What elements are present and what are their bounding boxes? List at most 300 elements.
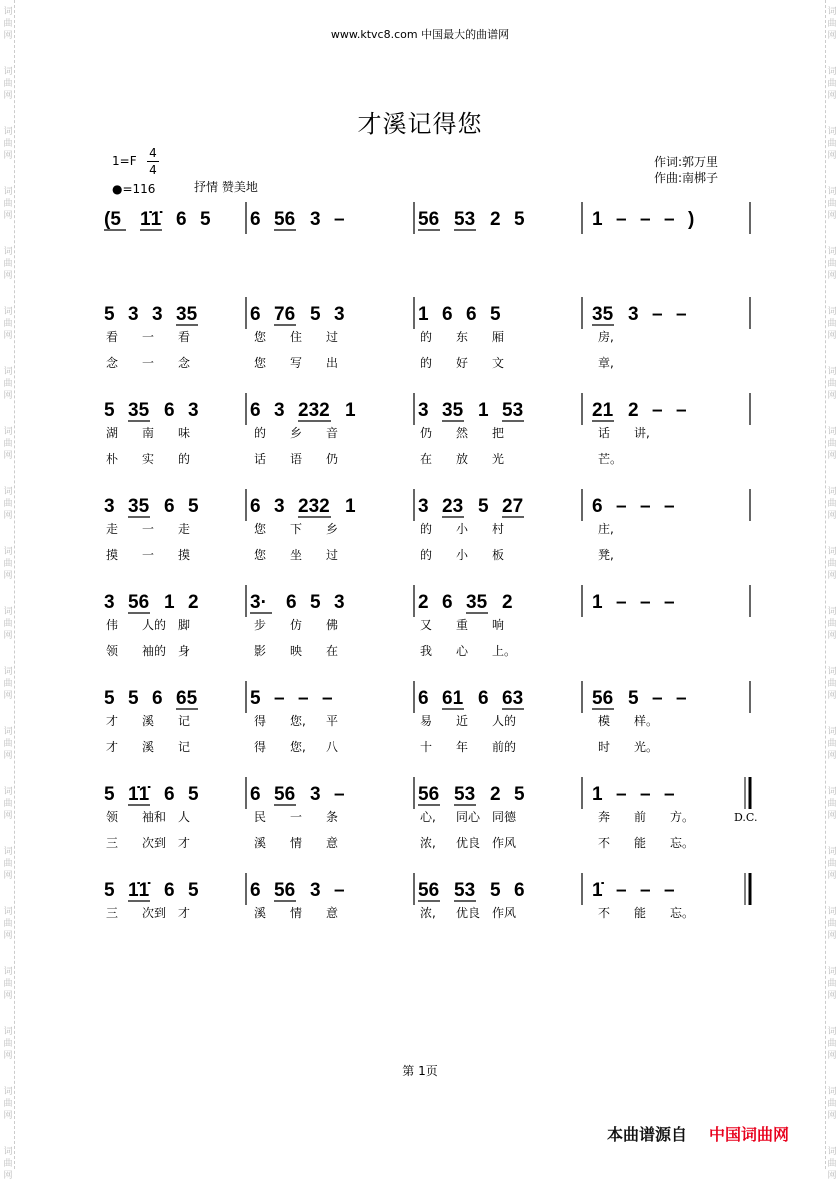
page-number: 第 1页 xyxy=(402,1064,438,1078)
note: 56 xyxy=(274,209,296,230)
watermark-text: 词 曲 网 xyxy=(827,1147,837,1181)
lyric-syllable: 优良 xyxy=(456,906,481,920)
lyric-syllable: 厢 xyxy=(492,330,505,344)
lyric-syllable: 文 xyxy=(492,356,505,370)
lyric-syllable: 乡 xyxy=(326,522,339,536)
note: 3 xyxy=(418,496,429,517)
da-capo-mark: D.C. xyxy=(734,811,758,824)
note: 6 xyxy=(250,880,261,901)
lyric-syllable: 映 xyxy=(290,644,303,658)
note: 1 xyxy=(592,784,603,805)
note: 27 xyxy=(502,496,524,517)
note: 3 xyxy=(418,400,429,421)
note: 5 xyxy=(628,688,639,709)
note: 1 xyxy=(345,400,356,421)
note: – xyxy=(640,784,651,805)
watermark-text: 词 曲 网 xyxy=(827,1087,837,1121)
lyric-syllable: 忘。 xyxy=(670,906,695,920)
lyric-syllable: 意 xyxy=(326,906,339,920)
note: 3 xyxy=(628,304,639,325)
lyric-syllable: 的 xyxy=(420,356,433,370)
lyric-syllable: 情 xyxy=(290,836,303,850)
note: 3 xyxy=(152,304,163,325)
note: 35 xyxy=(592,304,614,325)
note-icon: ● xyxy=(112,182,123,196)
lyric-syllable: 的 xyxy=(420,522,433,536)
note: 5 xyxy=(250,688,261,709)
lyric-syllable: 领 xyxy=(106,644,119,658)
watermark-text: 词 曲 网 xyxy=(3,1147,13,1181)
note: (5 xyxy=(104,209,121,230)
lyric-syllable: 的 xyxy=(420,330,433,344)
lyric-syllable: 前 xyxy=(634,810,647,824)
note: 5 xyxy=(490,880,501,901)
note: – xyxy=(334,880,345,901)
lyric-syllable: 看 xyxy=(178,330,191,344)
source-credit xyxy=(607,1122,789,1145)
note: 53 xyxy=(454,209,476,230)
lyric-syllable: 一 xyxy=(142,522,155,536)
note: – xyxy=(640,496,651,517)
watermark-text: 词 曲 网 xyxy=(3,607,13,641)
watermark-text: 词 曲 网 xyxy=(3,427,13,461)
note: 3 xyxy=(310,784,321,805)
lyric-syllable: 身 xyxy=(178,644,191,658)
note: 6 xyxy=(250,496,261,517)
note: – xyxy=(640,592,651,613)
lyric-syllable: 板 xyxy=(492,548,505,562)
note: – xyxy=(334,209,345,230)
lyric-syllable: 溪 xyxy=(142,714,155,728)
note: 6 xyxy=(152,688,163,709)
lyric-syllable: 平 xyxy=(326,714,339,728)
lyric-syllable: 东 xyxy=(456,330,469,344)
lyric-syllable: 然 xyxy=(456,426,469,440)
lyric-syllable: 讲, xyxy=(634,426,650,440)
time-signature-bottom: 4 xyxy=(149,163,157,177)
note: 1 xyxy=(592,209,603,230)
note: 6 xyxy=(466,304,477,325)
lyric-syllable: 奔 xyxy=(598,810,611,824)
lyric-syllable: 的 xyxy=(420,548,433,562)
watermark-text: 词 曲 网 xyxy=(3,547,13,581)
note: – xyxy=(676,400,687,421)
note: 5 xyxy=(310,592,321,613)
lyric-syllable: 您, xyxy=(290,740,306,754)
note: 2 xyxy=(502,592,513,613)
note: – xyxy=(616,496,627,517)
note: 6 xyxy=(250,209,261,230)
source-label: 本曲谱源自 xyxy=(607,1125,688,1144)
lyric-syllable: 忘。 xyxy=(670,836,695,850)
lyric-syllable: 实 xyxy=(142,452,155,466)
note: – xyxy=(664,592,675,613)
lyric-syllable: 您 xyxy=(254,548,267,562)
note: 5 xyxy=(188,496,199,517)
lyric-syllable: 您 xyxy=(254,356,267,370)
note: 5 xyxy=(310,304,321,325)
lyric-syllable: 能 xyxy=(634,906,647,920)
note: 1 xyxy=(345,496,356,517)
lyric-syllable: 记 xyxy=(178,740,191,754)
lyric-syllable: 才 xyxy=(106,714,119,728)
note: 53 xyxy=(454,880,476,901)
lyric-syllable: 情 xyxy=(290,906,303,920)
lyric-syllable: 话 xyxy=(598,426,611,440)
note: – xyxy=(676,688,687,709)
note: 1 xyxy=(418,304,429,325)
lyric-syllable: 同心 xyxy=(456,810,481,824)
watermark-text: 词 曲 网 xyxy=(827,727,837,761)
lyric-syllable: 光 xyxy=(492,452,505,466)
note: 35 xyxy=(128,400,150,421)
lyric-syllable: 袖和 xyxy=(142,810,167,824)
watermark-text: 词 曲 网 xyxy=(827,187,837,221)
note: – xyxy=(334,784,345,805)
note: 35 xyxy=(128,496,150,517)
lyric-syllable: 念 xyxy=(178,356,191,370)
watermark-text: 词 曲 网 xyxy=(827,487,837,521)
lyric-syllable: 优良 xyxy=(456,836,481,850)
lyric-syllable: 凳, xyxy=(598,548,614,562)
lyric-syllable: 一 xyxy=(142,548,155,562)
lyric-syllable: 仿 xyxy=(290,618,303,632)
lyric-syllable: 的 xyxy=(254,426,267,440)
lyric-syllable: 模 xyxy=(598,714,611,728)
lyric-syllable: 影 xyxy=(254,644,267,658)
watermark-text: 词 曲 网 xyxy=(827,547,837,581)
watermark-text: 词 曲 网 xyxy=(3,7,13,41)
note: – xyxy=(652,688,663,709)
note: 56 xyxy=(592,688,614,709)
note: 5 xyxy=(490,304,501,325)
watermark-text: 词 曲 网 xyxy=(3,727,13,761)
note: 1̇ xyxy=(592,880,603,901)
watermark-text: 词 曲 网 xyxy=(827,67,837,101)
lyric-syllable: 朴 xyxy=(106,452,119,466)
note: 232 xyxy=(298,400,330,421)
lyric-syllable: 意 xyxy=(326,836,339,850)
note: 35 xyxy=(442,400,464,421)
watermark-text: 词 曲 网 xyxy=(827,307,837,341)
note: 5 xyxy=(104,304,115,325)
lyric-syllable: 好 xyxy=(456,356,469,370)
note: 53 xyxy=(454,784,476,805)
lyric-syllable: 样。 xyxy=(634,714,659,728)
note: – xyxy=(652,304,663,325)
watermark-text: 词 曲 网 xyxy=(3,487,13,521)
lyric-syllable: 条 xyxy=(326,810,339,824)
lyric-syllable: 浓, xyxy=(420,836,436,850)
watermark-text: 词 曲 网 xyxy=(827,907,837,941)
note: – xyxy=(298,688,309,709)
lyric-syllable: 走 xyxy=(106,522,119,536)
lyric-syllable: 心, xyxy=(420,810,436,824)
note: 1̇1̇ xyxy=(128,784,150,805)
note: – xyxy=(676,304,687,325)
lyric-syllable: 民 xyxy=(254,810,267,824)
note: 2 xyxy=(628,400,639,421)
lyric-syllable: 易 xyxy=(420,714,433,728)
note: 3 xyxy=(188,400,199,421)
lyric-syllable: 袖的 xyxy=(142,644,167,658)
lyric-syllable: 作风 xyxy=(492,836,517,850)
key-signature: 1=F xyxy=(112,154,137,168)
lyric-syllable: 浓, xyxy=(420,906,436,920)
note: 5 xyxy=(104,880,115,901)
lyric-syllable: 下 xyxy=(290,522,303,536)
lyricist-credit: 作词:郭万里 xyxy=(654,155,719,169)
lyric-syllable: 住 xyxy=(290,330,303,344)
lyric-syllable: 仍 xyxy=(420,426,433,440)
lyric-syllable: 近 xyxy=(456,714,469,728)
note: 5 xyxy=(104,784,115,805)
lyric-syllable: 领 xyxy=(106,810,119,824)
note: 6 xyxy=(418,688,429,709)
lyric-syllable: 话 xyxy=(254,452,267,466)
lyric-syllable: 庄, xyxy=(598,522,614,536)
lyric-syllable: 坐 xyxy=(290,548,303,562)
watermark-text: 词 曲 网 xyxy=(827,127,837,161)
note: 56 xyxy=(418,784,440,805)
lyric-syllable: 作风 xyxy=(492,906,517,920)
note: 23 xyxy=(442,496,464,517)
lyric-syllable: 一 xyxy=(142,356,155,370)
note: – xyxy=(274,688,285,709)
time-signature-top: 4 xyxy=(149,146,157,160)
lyric-syllable: 一 xyxy=(142,330,155,344)
lyric-syllable: 记 xyxy=(178,714,191,728)
note: 6 xyxy=(478,688,489,709)
note: – xyxy=(652,400,663,421)
note: 1 xyxy=(592,592,603,613)
lyric-syllable: 八 xyxy=(326,740,339,754)
lyric-syllable: 仍 xyxy=(326,452,339,466)
lyric-syllable: 光。 xyxy=(634,740,659,754)
note: 56 xyxy=(418,209,440,230)
lyric-syllable: 前的 xyxy=(492,740,517,754)
note: 3 xyxy=(334,304,345,325)
lyric-syllable: 才 xyxy=(178,836,191,850)
note: 6 xyxy=(164,400,175,421)
lyric-syllable: 一 xyxy=(290,810,303,824)
note: 76 xyxy=(274,304,296,325)
note: 56 xyxy=(274,880,296,901)
note: 3 xyxy=(334,592,345,613)
note: 65 xyxy=(176,688,198,709)
watermark-text: 词 曲 网 xyxy=(827,967,837,1001)
note: 6 xyxy=(592,496,603,517)
watermark-text: 词 曲 网 xyxy=(827,7,837,41)
lyric-syllable: 伟 xyxy=(106,618,119,632)
watermark-text: 词 曲 网 xyxy=(3,127,13,161)
lyric-syllable: 人的 xyxy=(492,714,517,728)
note: 56 xyxy=(274,784,296,805)
note: – xyxy=(616,880,627,901)
note: 3 xyxy=(310,880,321,901)
note: 5 xyxy=(514,784,525,805)
source-site-link[interactable]: 中国词曲网 xyxy=(709,1125,790,1144)
lyric-syllable: 过 xyxy=(326,548,339,562)
lyric-syllable: 能 xyxy=(634,836,647,850)
note: 1 xyxy=(164,592,175,613)
note: – xyxy=(616,784,627,805)
note: 1̇1̇ xyxy=(140,209,162,230)
note: 6 xyxy=(286,592,297,613)
lyric-syllable: 又 xyxy=(420,618,433,632)
lyric-syllable: 重 xyxy=(456,618,469,632)
watermark-text: 词 曲 网 xyxy=(827,607,837,641)
lyric-syllable: 心 xyxy=(456,644,469,658)
lyric-syllable: 人 xyxy=(178,810,191,824)
lyric-syllable: 味 xyxy=(178,426,191,440)
lyric-syllable: 脚 xyxy=(178,618,191,632)
note: 6 xyxy=(164,784,175,805)
watermark-text: 词 曲 网 xyxy=(827,247,837,281)
note: – xyxy=(664,784,675,805)
lyric-syllable: 写 xyxy=(290,356,303,370)
note: – xyxy=(664,880,675,901)
lyric-syllable: 次到 xyxy=(142,906,167,920)
lyric-syllable: 方。 xyxy=(670,810,695,824)
watermark-text: 词 曲 网 xyxy=(3,967,13,1001)
watermark-text: 词 曲 网 xyxy=(3,67,13,101)
watermark-text: 词 曲 网 xyxy=(3,1027,13,1061)
note: 6 xyxy=(250,784,261,805)
lyric-syllable: 才 xyxy=(178,906,191,920)
note: 5 xyxy=(200,209,211,230)
lyric-syllable: 章, xyxy=(598,356,614,370)
lyric-syllable: 音 xyxy=(326,426,339,440)
lyric-syllable: 摸 xyxy=(178,548,191,562)
site-header: www.ktvc8.com 中国最大的曲谱网 xyxy=(330,28,510,41)
note: 232 xyxy=(298,496,330,517)
note: 56 xyxy=(418,880,440,901)
lyric-syllable: 上。 xyxy=(492,644,517,658)
note: 6 xyxy=(164,880,175,901)
lyric-syllable: 得 xyxy=(254,740,267,754)
note: 3 xyxy=(128,304,139,325)
lyric-syllable: 三 xyxy=(106,906,119,920)
lyric-syllable: 时 xyxy=(598,740,611,754)
lyric-syllable: 把 xyxy=(492,426,505,440)
watermark-text: 词 曲 网 xyxy=(3,907,13,941)
lyric-syllable: 村 xyxy=(492,522,505,536)
note: 5 xyxy=(104,688,115,709)
note: – xyxy=(664,209,675,230)
lyric-syllable: 得 xyxy=(254,714,267,728)
lyric-syllable: 不 xyxy=(598,836,611,850)
note: 35 xyxy=(466,592,488,613)
note: – xyxy=(322,688,333,709)
note: 63 xyxy=(502,688,524,709)
note: 2 xyxy=(418,592,429,613)
song-title: 才溪记得您 xyxy=(357,110,483,138)
note: 5 xyxy=(128,688,139,709)
note: – xyxy=(616,592,627,613)
lyric-syllable: 放 xyxy=(456,452,469,466)
watermark-text: 词 曲 网 xyxy=(3,187,13,221)
note: 6 xyxy=(250,400,261,421)
watermark-text: 词 曲 网 xyxy=(827,367,837,401)
note: – xyxy=(664,496,675,517)
performance-style: 抒情 赞美地 xyxy=(194,180,258,194)
note: 21 xyxy=(592,400,614,421)
watermark-text: 词 曲 网 xyxy=(827,427,837,461)
note: 6 xyxy=(164,496,175,517)
lyric-syllable: 您 xyxy=(254,330,267,344)
lyric-syllable: 走 xyxy=(178,522,191,536)
note: 6 xyxy=(514,880,525,901)
lyric-syllable: 人的 xyxy=(142,618,167,632)
note: 53 xyxy=(502,400,524,421)
note: 3· xyxy=(250,592,267,613)
note: 6 xyxy=(250,304,261,325)
note: – xyxy=(640,880,651,901)
lyric-syllable: 在 xyxy=(420,452,433,466)
lyric-syllable: 语 xyxy=(290,452,303,466)
note: 61 xyxy=(442,688,464,709)
note: 3 xyxy=(274,400,285,421)
composer-credit: 作曲:南梆子 xyxy=(654,171,719,185)
note: 2 xyxy=(490,209,501,230)
note: 5 xyxy=(104,400,115,421)
note: 2 xyxy=(188,592,199,613)
lyric-syllable: 溪 xyxy=(254,836,267,850)
note: 35 xyxy=(176,304,198,325)
watermark-text: 词 曲 网 xyxy=(3,1087,13,1121)
note: 6 xyxy=(442,304,453,325)
note: 6 xyxy=(442,592,453,613)
lyric-syllable: 念 xyxy=(106,356,119,370)
lyric-syllable: 出 xyxy=(326,356,339,370)
watermark-text: 词 曲 网 xyxy=(827,787,837,821)
watermark-text: 词 曲 网 xyxy=(3,787,13,821)
lyric-syllable: 不 xyxy=(598,906,611,920)
lyric-syllable: 三 xyxy=(106,836,119,850)
lyric-syllable: 次到 xyxy=(142,836,167,850)
note: 5 xyxy=(514,209,525,230)
note: 1̇1̇ xyxy=(128,880,150,901)
note: 3 xyxy=(274,496,285,517)
lyric-syllable: 小 xyxy=(456,522,469,536)
note: 6 xyxy=(176,209,187,230)
note: 5 xyxy=(188,784,199,805)
tempo-value: =116 xyxy=(122,182,156,196)
lyric-syllable: 佛 xyxy=(326,618,339,632)
lyric-syllable: 溪 xyxy=(254,906,267,920)
lyric-syllable: 十 xyxy=(420,740,433,754)
watermark-text: 词 曲 网 xyxy=(827,847,837,881)
watermark-text: 词 曲 网 xyxy=(827,1027,837,1061)
note: 3 xyxy=(310,209,321,230)
lyric-syllable: 看 xyxy=(106,330,119,344)
lyric-syllable: 南 xyxy=(142,426,155,440)
lyric-syllable: 芒。 xyxy=(598,452,623,466)
note: 5 xyxy=(478,496,489,517)
note: – xyxy=(616,209,627,230)
watermark-text: 词 曲 网 xyxy=(827,667,837,701)
lyric-syllable: 溪 xyxy=(142,740,155,754)
note: ) xyxy=(688,209,695,230)
watermark-text: 词 曲 网 xyxy=(3,367,13,401)
lyric-syllable: 响 xyxy=(492,618,505,632)
note: 5 xyxy=(188,880,199,901)
lyric-syllable: 过 xyxy=(326,330,339,344)
lyric-syllable: 年 xyxy=(456,740,469,754)
watermark-text: 词 曲 网 xyxy=(3,667,13,701)
lyric-syllable: 才 xyxy=(106,740,119,754)
